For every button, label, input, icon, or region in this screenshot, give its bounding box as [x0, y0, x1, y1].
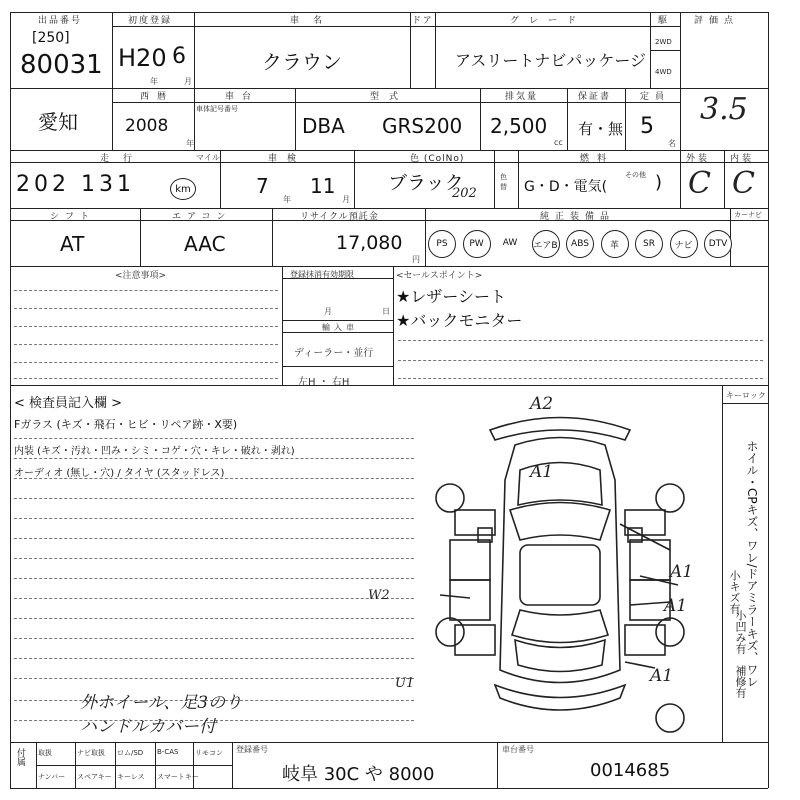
fglass-line: Fガラス (キズ・飛石・ヒビ・リペア跡・X要) [14, 418, 238, 431]
exterior: C [688, 166, 711, 201]
option-item: ナビ取扱 [77, 749, 105, 757]
shaken-month-unit: 月 [342, 195, 350, 204]
mark-a1-rear: A1 [650, 666, 674, 686]
exterior-label: 外装 [686, 154, 711, 164]
recycle: 17,080 [336, 232, 403, 254]
mark-a2: A2 [530, 394, 554, 414]
divider [425, 208, 426, 266]
divider [722, 385, 723, 742]
car-name-label: 車名 [290, 16, 337, 26]
equipment-item: 革 [601, 230, 629, 258]
color: ブラック [388, 172, 464, 194]
option-item: キーレス [117, 773, 145, 781]
sales-point-1: ★レザーシート [396, 287, 507, 306]
month-unit: 月 [184, 77, 192, 86]
divider [14, 678, 414, 679]
reg-label: 登録抹消有効期限 [290, 270, 354, 279]
seats-unit: 名 [668, 139, 676, 148]
region: 愛知 [38, 110, 78, 134]
divider [497, 742, 498, 788]
side-note-1: ホイル・CPキズ、ワレ/ドアミラーキズ、ワレ [745, 440, 759, 688]
first-reg-era: H20 [118, 44, 167, 72]
mark-a1-right-front: A1 [670, 562, 694, 582]
divider [14, 578, 414, 579]
fuel-other-label: その他 [625, 171, 646, 179]
equipment-item: SR [635, 230, 663, 258]
divider [36, 765, 232, 766]
fuel-label: 燃料 [580, 154, 615, 164]
row3-bottom [10, 208, 768, 209]
import-type: ディーラー・並行 [294, 348, 374, 359]
drive-label: 駆 [658, 16, 670, 26]
handwritten-note-2: ハンドルカバー付 [80, 717, 216, 737]
score-label: 評価点 [694, 16, 740, 26]
divider [625, 88, 626, 150]
mark-w2: W2 [368, 588, 390, 603]
footer-side-label: 付属 [15, 748, 25, 766]
shaken-month: 11 [310, 174, 336, 198]
seats-label: 定員 [640, 92, 671, 102]
divider [75, 742, 76, 788]
equipment-item: PS [428, 230, 456, 258]
border-top [10, 12, 768, 13]
side-note-4: 補修有 [734, 665, 747, 698]
divider [112, 12, 113, 88]
fuel: G・D・電気( [524, 179, 608, 195]
divider [112, 88, 113, 150]
interior-line: 内装 (キズ・汚れ・凹み・シミ・コゲ・穴・キレ・破れ・剥れ) [14, 446, 295, 457]
divider [194, 12, 195, 88]
option-item: ロム/SD [117, 749, 144, 757]
interior: C [732, 166, 755, 201]
year-unit: 年 [150, 77, 158, 86]
divider [567, 88, 568, 150]
divider [115, 742, 116, 788]
equipment-label: 純正装備品 [540, 212, 616, 222]
divider [14, 658, 414, 659]
divider [155, 742, 156, 788]
divider [14, 290, 278, 291]
divider [650, 50, 680, 51]
divider [14, 344, 278, 345]
option-item: ナンバー [38, 773, 66, 781]
recycle-unit: 円 [412, 255, 420, 264]
divider [194, 88, 195, 150]
handwritten-note-1: 外ホイール、足3のり [80, 693, 243, 713]
inspection-title: < 検査員記入欄 > [14, 396, 123, 411]
equipment-item: ABS [566, 230, 594, 258]
first-reg-month: 6 [172, 44, 186, 69]
sales-point-2: ★バックモニター [396, 311, 523, 330]
divider [398, 378, 763, 379]
interior-label: 内装 [730, 154, 755, 164]
divider [393, 266, 394, 385]
option-item: リモコン [195, 749, 223, 757]
color-label: 色 (ColNo) [410, 154, 465, 164]
divider [282, 266, 283, 385]
model-year: 2008 [125, 116, 169, 136]
warranty-label: 保証書 [578, 92, 612, 102]
shift: AT [60, 232, 85, 256]
divider [398, 340, 763, 341]
divider [14, 638, 414, 639]
option-item: スペアキー [77, 773, 112, 781]
divider [14, 378, 278, 379]
plate: 岐阜 30C や 8000 [282, 764, 435, 785]
divider [518, 150, 519, 208]
divider [10, 220, 768, 221]
shift-label: シフト [50, 212, 96, 222]
divider [435, 12, 436, 88]
color-code: 202 [452, 186, 477, 201]
model-label: 型式 [370, 92, 409, 102]
divider [354, 150, 355, 208]
import-label: 輸入車 [322, 323, 358, 332]
chassis: 0014685 [590, 760, 671, 781]
model: DBA [302, 114, 345, 138]
drive-2wd: 2WD [655, 38, 672, 46]
fuel-close: ) [655, 172, 663, 193]
displacement: 2,500 [490, 114, 548, 138]
vehicle-no-sub: 車体記号番号 [196, 105, 238, 113]
divider [398, 360, 763, 361]
option-item: スマートキー [157, 773, 199, 781]
divider [724, 150, 725, 208]
plate-label: 登録番号 [236, 745, 268, 754]
notes-bottom [10, 385, 768, 386]
divider [410, 12, 411, 88]
divider [14, 498, 414, 499]
divider [494, 150, 495, 208]
divider [722, 403, 768, 404]
divider [220, 150, 221, 208]
key-lock-label: キーロック [726, 391, 766, 400]
equipment-item: ナビ [670, 230, 698, 258]
divider [680, 150, 681, 208]
shaken-year: 7 [256, 174, 269, 198]
mark-a1-right-rear: A1 [664, 596, 688, 616]
divider [295, 88, 296, 150]
divider [282, 320, 393, 321]
row4-bottom [10, 266, 768, 267]
divider [112, 102, 680, 103]
divider [14, 558, 414, 559]
divider [14, 308, 278, 309]
side-note-3: 小凹み有 [734, 610, 747, 654]
color-change-label: 色替 [500, 173, 507, 191]
reg-day: 日 [382, 307, 390, 316]
border-bottom [10, 788, 768, 789]
warranty: 有・無 [578, 120, 624, 138]
grade: アスリートナビパッケージ [455, 51, 647, 70]
divider [14, 538, 414, 539]
displacement-label: 排気量 [505, 92, 539, 102]
lot-small: [250] [32, 30, 70, 46]
chassis-label: 車台番号 [502, 745, 534, 754]
mileage-unit: km [170, 178, 196, 200]
border-right [768, 12, 769, 788]
option-item: 取扱 [38, 749, 52, 757]
caution-label: <注意事項> [115, 271, 167, 281]
meter-label: マイル [196, 153, 220, 162]
border-left [10, 12, 11, 788]
model-year-unit: 年 [186, 139, 194, 148]
first-reg-label: 初度登録 [128, 16, 173, 26]
vehicle-no-label: 車台 [225, 92, 260, 102]
tuner-label: カーナビ [734, 211, 762, 219]
car-name: クラウン [262, 50, 342, 74]
divider [680, 12, 681, 88]
ac-label: エアコン [172, 212, 232, 222]
displacement-unit: cc [554, 138, 563, 147]
divider [14, 438, 414, 439]
recycle-label: リサイクル預託金 [300, 212, 379, 222]
front-bumper-shape [490, 418, 630, 441]
ac: AAC [184, 232, 226, 256]
divider [14, 326, 278, 327]
mileage: 202 131 [16, 172, 135, 197]
divider [480, 88, 481, 150]
lot-number: 80031 [20, 50, 103, 80]
equipment-item: PW [463, 230, 491, 258]
seats: 5 [640, 114, 654, 139]
side-note-2: 小キズ有 [728, 570, 741, 614]
sales-label: <セールスポイント> [396, 271, 483, 281]
mileage-label: 走行 [100, 154, 147, 164]
shaken-label: 車検 [268, 154, 307, 164]
lot-label: 出品番号 [38, 16, 83, 26]
divider [112, 26, 680, 27]
divider [232, 742, 233, 788]
divider [14, 618, 414, 619]
reg-month: 月 [324, 307, 332, 316]
divider [14, 518, 414, 519]
equipment-item: AW [497, 230, 523, 256]
option-item: B-CAS [157, 748, 179, 756]
handle: 左H ・ 右H [298, 377, 350, 388]
divider [272, 208, 273, 266]
divider [282, 366, 393, 367]
inspection-bottom [10, 742, 768, 743]
score: 3.5 [700, 92, 748, 127]
equipment-item: DTV [704, 230, 732, 258]
audio-line: オーディオ (無し・穴) / タイヤ (スタッドレス) [14, 468, 225, 479]
mark-a1-hood: A1 [530, 462, 554, 482]
divider [680, 88, 681, 150]
door-label: ドア [412, 16, 434, 26]
model-code: GRS200 [382, 114, 463, 138]
divider [14, 362, 278, 363]
model-year-label: 西暦 [140, 92, 175, 102]
divider [140, 208, 141, 266]
drive-4wd: 4WD [655, 68, 672, 76]
divider [14, 458, 414, 459]
shaken-year-unit: 年 [283, 195, 291, 204]
divider [14, 598, 414, 599]
grade-label: グレード [510, 16, 587, 26]
equipment-item: エアB [532, 230, 560, 258]
mark-u1: U1 [395, 676, 415, 691]
